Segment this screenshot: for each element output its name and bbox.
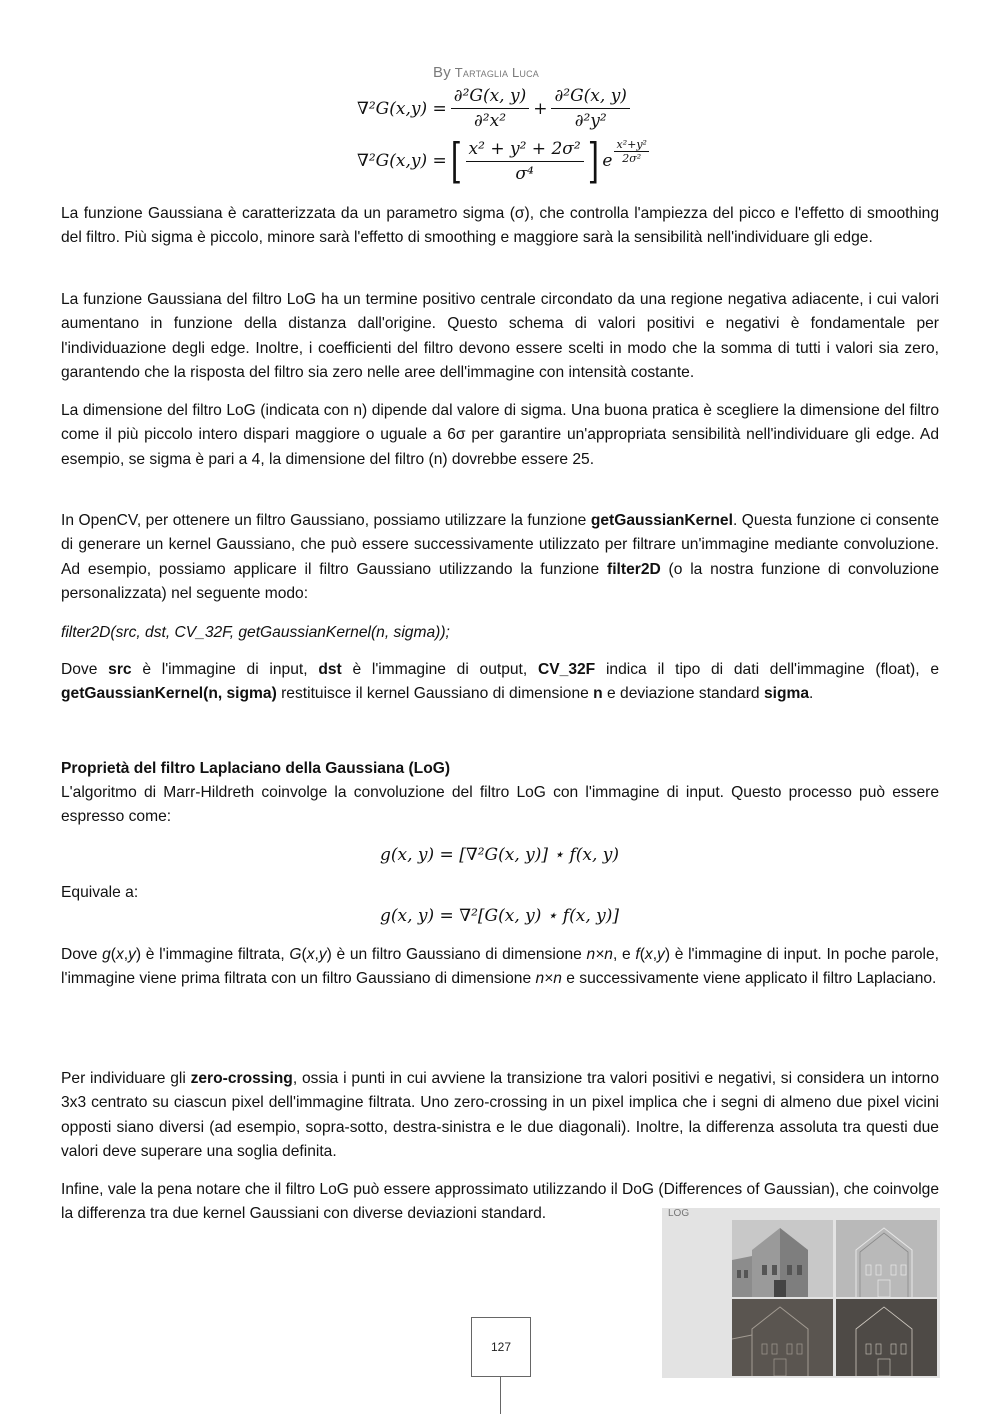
p7-paren3: (: [639, 946, 645, 963]
p7-comma3: ,: [652, 946, 658, 963]
p7-text-o: , e: [612, 946, 636, 963]
page-number-line: [500, 1376, 501, 1414]
p5-i: restituisce il kernel Gaussiano di dimensione: [276, 685, 594, 703]
paragraph-filter-size: La dimensione del filtro LoG (indicata con n) dipende dal valore di sigma. Una buona pratica è scegliere la dimensione del filtro come il più piccolo intero dispari maggiore o uguale a 6σ per garantire un'appropriata sensibilità nell'individuare gli edge. Ad esempio, se sigma è pari a 4, la dimensione del filtro (n) dovrebbe essere 25.: [61, 402, 939, 468]
eq1-term1: [451, 86, 529, 131]
eq2-fraction: [466, 139, 584, 184]
equivale-label: Equivale a:: [61, 884, 139, 901]
p7-x3: x: [644, 946, 653, 963]
p5-n: n: [593, 685, 603, 703]
page-number: 127: [490, 1340, 512, 1354]
p4-func-getgaussiankernel: getGaussianKernel: [590, 512, 733, 529]
paragraph-zero-crossing: [61, 1067, 939, 1165]
building-original-image: [732, 1220, 833, 1297]
p7-comma1: ,: [123, 946, 129, 963]
p4-text-c: . Questa funzione ci consente di generare un kernel Gaussiano, che può essere successivamente utilizzato per filtrare un'immagine mediante convoluzione. Ad esempio, possiamo applicare il filtro Gaussiano utilizzando la funzione: [61, 512, 939, 578]
eq2-left-bracket: [: [450, 133, 462, 189]
page-number-box: [471, 1317, 531, 1377]
p5-c: è l'immagine di input,: [131, 661, 319, 678]
equation-log-closed-form: [357, 133, 649, 189]
log-figure: [662, 1208, 940, 1378]
paragraph-dog: Infine, vale la pena notare che il filtro LoG può essere approssimato utilizzando il DoG (Differences of Gaussian), che coinvolge la differenza tra due kernel Gaussiani con diverse deviazioni standard.: [61, 1181, 939, 1223]
p7-c: (: [110, 946, 116, 963]
p7-text-m: ) è un filtro Gaussiano di dimensione: [326, 946, 587, 963]
eq2-exponent-numerator: x²+y²: [616, 137, 647, 151]
section-title: Proprietà del filtro Laplaciano della Gaussiana (LoG): [61, 760, 451, 777]
paragraph-sigma: La funzione Gaussiana è caratterizzata da un parametro sigma (σ), che controlla l'ampiezza del picco e l'effetto di smoothing del filtro. Più sigma è piccolo, minore sarà l'effetto di smoothing e maggiore sarà la sensibilità nell'individuare gli edge.: [61, 205, 939, 247]
eq2-denominator: σ⁴: [515, 163, 534, 184]
p7-text-g: ) è l'immagine filtrata,: [135, 946, 290, 963]
eq1-lhs: ∇²G(x,y) =: [357, 98, 447, 119]
p5-a: Dove: [61, 661, 109, 678]
p5-sigma: sigma: [763, 685, 810, 703]
eq1-term2: [551, 86, 629, 131]
eq2-exponent: [614, 138, 648, 165]
p7-g: g: [102, 946, 111, 963]
eq1-term1-denominator: ∂²x²: [474, 111, 507, 131]
p4-text-e: (o la nostra funzione di convoluzione personalizzata) nel seguente modo:: [61, 560, 939, 603]
eq2-exponent-denominator: 2σ²: [622, 151, 642, 165]
code-line: filter2D(src, dst, CV_32F, getGaussianKernel(n, sigma));: [61, 624, 450, 641]
header-by: By: [433, 64, 451, 81]
building-zero-crossing-image: [732, 1299, 833, 1376]
equation-g-convolution-1: g(x, y) = [∇²G(x, y)] ⋆ f(x, y): [380, 845, 619, 865]
p7-nxn2: n×n: [535, 970, 562, 988]
eq2-right-bracket: ]: [587, 133, 599, 189]
eq1-term2-denominator: ∂²y²: [574, 111, 607, 131]
p7-y3: y: [657, 946, 665, 963]
eq1-plus: +: [533, 98, 548, 119]
p8-a: Per individuare gli: [61, 1070, 191, 1087]
p5-e: è l'immagine di output,: [341, 661, 538, 678]
p5-g: indica il tipo di dati dell'immagine (float), e: [595, 661, 939, 678]
p4-func-filter2d: filter2D: [607, 560, 661, 578]
p7-y1: y: [128, 946, 136, 963]
p5-m: .: [809, 685, 814, 703]
p8-c: , ossia i punti in cui avviene la transizione tra valori positivi e negativi, si considera un intorno 3x3 centrato su ciascun pixel dell'immagine filtrata. Uno zero-crossing in un pixel implica che i segni di almeno due pixel vicini opposti siano diversi (ad esempio, sopra-sotto, destra-sinistra e le due diagonali). Inoltre, la differenza assoluta tra questi due valori deve superare una soglia definita.: [61, 1070, 939, 1161]
p7-f: f: [635, 946, 640, 963]
equation-g-convolution-2: g(x, y) = ∇²[G(x, y) ⋆ f(x, y)]: [380, 906, 619, 926]
p4-text-a: In OpenCV, per ottenere un filtro Gaussiano, possiamo utilizzare la funzione: [61, 512, 591, 529]
building-log-response-image: [836, 1220, 937, 1297]
p7-a: Dove: [61, 946, 103, 963]
p7-comma2: ,: [314, 946, 319, 963]
p7-x1: x: [115, 946, 124, 963]
eq1-term2-numerator: ∂²G(x, y): [551, 86, 629, 109]
p7-x2: x: [306, 946, 315, 963]
header-author: Tartaglia Luca: [454, 65, 539, 80]
p5-cv32f: CV_32F: [537, 661, 596, 678]
page-header: [0, 64, 972, 81]
figure-label: LOG: [668, 1208, 690, 1219]
eq2-lhs: ∇²G(x,y) =: [357, 151, 447, 171]
paragraph-opencv: [61, 509, 939, 607]
p5-src: src: [108, 661, 132, 678]
paragraph-log-structure: La funzione Gaussiana del filtro LoG ha un termine positivo centrale circondato da una regione negativa adiacente, i cui valori aumentano in funzione della distanza dall'origine. Questo schema di valori positivi e negativi è fondamentale per l'individuazione degli edge. Inoltre, i coefficienti del filtro devono essere scelti in modo che la somma di tutti i valori sia zero, garantendo che la risposta del filtro sia zero nelle aree dell'immagine con intensità costante.: [61, 291, 939, 382]
equation-laplacian-definition: [357, 86, 634, 131]
building-edges-image: [836, 1299, 937, 1376]
p7-text-w: e successivamente viene applicato il filtro Laplaciano.: [561, 970, 937, 988]
paragraph-params: [61, 658, 939, 707]
p5-dst: dst: [318, 661, 342, 678]
p7-nxn1: n×n: [586, 946, 613, 963]
paragraph-definitions: [61, 943, 939, 992]
p7-y2: y: [318, 946, 327, 963]
paragraph-marr-hildreth: L'algoritmo di Marr-Hildreth coinvolge la convoluzione del filtro LoG con l'immagine di input. Questo processo può essere espresso come:: [61, 784, 939, 826]
p5-k: e deviazione standard: [602, 685, 764, 703]
p8-zero-crossing: zero-crossing: [190, 1070, 293, 1087]
eq2-e: e: [602, 151, 613, 171]
eq2-numerator: x² + y² + 2σ²: [466, 139, 584, 162]
p7-G: G: [289, 946, 302, 963]
p7-paren2: (: [301, 946, 307, 963]
p7-text-u: ) è l'immagine di input. In poche parole, l'immagine viene prima filtrata con un filtro Gaussiano di dimensione: [61, 946, 939, 988]
p5-getgaussiankernel: getGaussianKernel(n, sigma): [61, 685, 277, 703]
eq1-term1-numerator: ∂²G(x, y): [451, 86, 529, 109]
